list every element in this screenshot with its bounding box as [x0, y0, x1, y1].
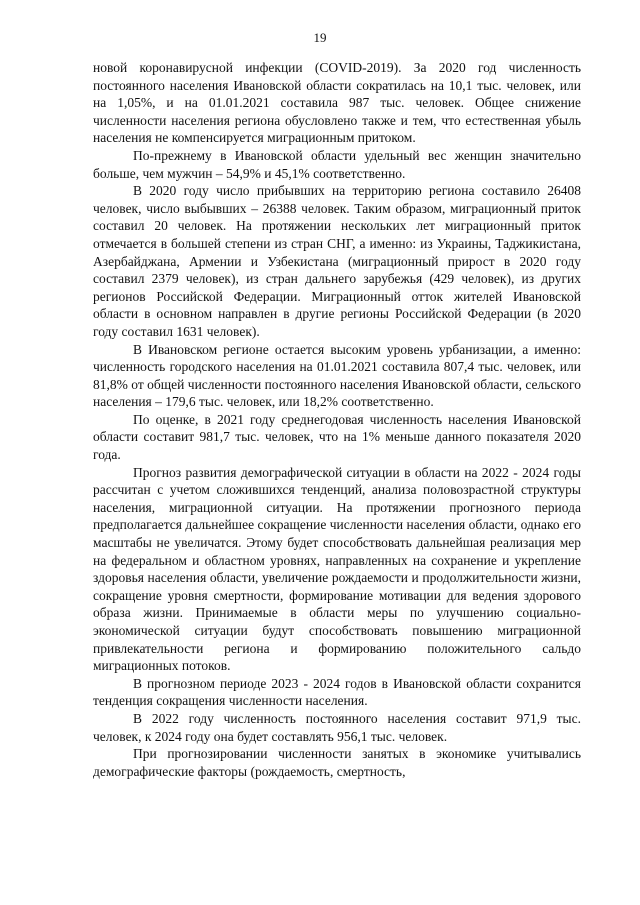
paragraph: По-прежнему в Ивановской области удельный вес женщин значительно больше, чем мужчин – 54,9% и 45,1% соответственно. — [93, 147, 581, 181]
paragraph: При прогнозировании численности занятых в экономике учитывались демографические факторы (рождаемость, смертность, — [93, 746, 581, 779]
paragraph: Прогноз развития демографической ситуации в области на 2022 - 2024 годы рассчитан с учетом сложившихся тенденций, анализа половозрастной структуры населения, миграционной ситуации. На протяжении прогнозного периода предполагается дальнейшее сокращение численности населения области, однако его масштабы не увеличатся. Этому будет способствовать дальнейшая реализация мер на федеральном и областном уровнях, направленных на сохранение и укрепление здоровья населения области, увеличение рождаемости и продолжительности жизни, сокращение уровня смертности, формирование мотивации для ведения здорового образа жизни. Принимаемые в области меры по улучшению социально-экономической ситуации будут способствовать повышению миграционной привлекательности региона и формированию положительного сальдо миграционных потоков. — [93, 464, 581, 674]
paragraph: В Ивановском регионе остается высоким уровень урбанизации, а именно: численность городского населения на 01.01.2021 составила 807,4 тыс. человек, или 81,8% от общей численности постоянного населения Ивановской области, сельского населения – 179,6 тыс. человек, или 18,2% соответственно. — [93, 341, 581, 410]
paragraph: По оценке, в 2021 году среднегодовая численность населения Ивановской области составит 981,7 тыс. человек, что на 1% меньше данного показателя 2020 года. — [93, 411, 581, 463]
paragraph: В 2022 году численность постоянного населения составит 971,9 тыс. человек, к 2024 году она будет составлять 956,1 тыс. человек. — [93, 710, 581, 744]
paragraph: новой коронавирусной инфекции (COVID-2019). За 2020 год численность постоянного населения Ивановской области сократилась на 10,1 тыс. человек, или на 1,05%, и на 01.01.2021 составила 987 тыс. человек. Общее снижение численности населения региона обусловлено также и тем, что естественная убыль населения не компенсируется миграционным притоком. — [93, 60, 581, 146]
page-number: 19 — [313, 30, 327, 45]
document-body — [93, 59, 581, 780]
paragraph: В прогнозном периоде 2023 - 2024 годов в Ивановской области сохранится тенденция сокращения численности населения. — [93, 675, 581, 709]
paragraph: В 2020 году число прибывших на территорию региона составило 26408 человек, число выбывших – 26388 человек. Таким образом, миграционный приток составил 20 человек. На протяжении нескольких лет миграционный приток отмечается в большей степени из стран СНГ, а именно: из Украины, Таджикистана, Азербайджана, Армении и Узбекистана (миграционный прирост в 2020 году составил 2379 человек), из стран дальнего зарубежья (429 человек), из других регионов Российской Федерации. Миграционный отток жителей Ивановской области в основном направлен в другие регионы Российской Федерации (в 2020 году составил 1631 человек). — [93, 183, 581, 339]
